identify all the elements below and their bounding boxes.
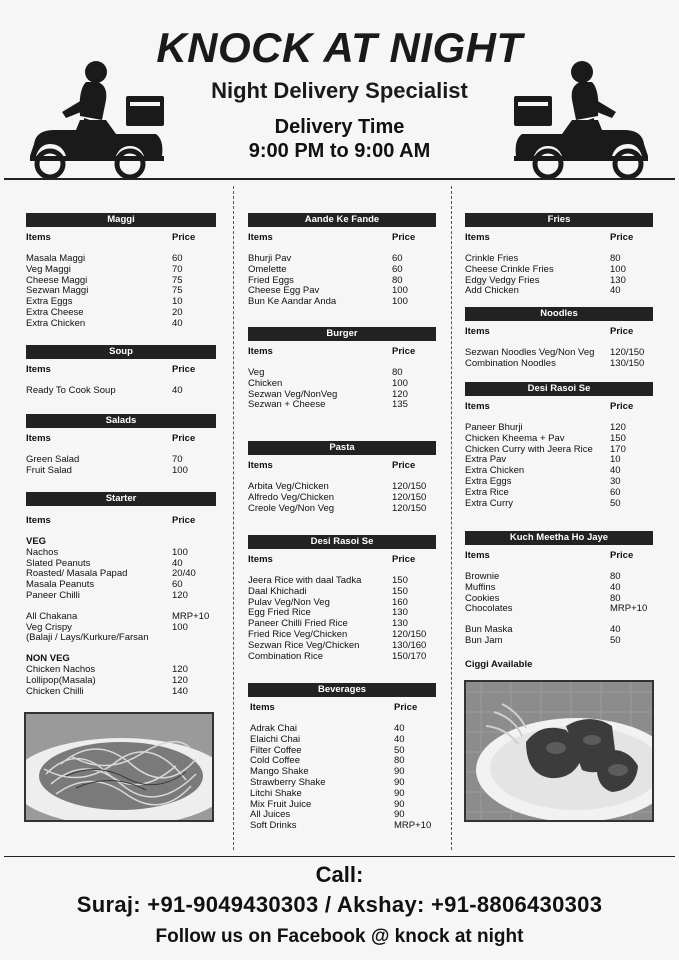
ciggi-available-note: Ciggi Available bbox=[465, 659, 533, 670]
column-divider bbox=[233, 186, 234, 850]
menu-item-name: Fruit Salad bbox=[26, 464, 72, 476]
menu-item-name: Fried Eggs bbox=[248, 274, 294, 286]
menu-item-name: Extra Chicken bbox=[26, 317, 86, 329]
section-title: Pasta bbox=[248, 441, 436, 455]
menu-item-price: 130 bbox=[610, 274, 626, 286]
price-heading: Price bbox=[610, 401, 634, 412]
menu-item-name: Add Chicken bbox=[465, 285, 519, 297]
item-list bbox=[465, 254, 653, 297]
price-heading: Price bbox=[610, 550, 634, 561]
column-headings bbox=[465, 551, 653, 563]
menu-item-row bbox=[26, 386, 216, 397]
section-title: Aande Ke Fande bbox=[248, 213, 436, 227]
footer-divider bbox=[4, 856, 675, 857]
menu-item-price: 150 bbox=[610, 432, 626, 444]
price-heading: Price bbox=[172, 364, 196, 375]
menu-item-name: Filter Coffee bbox=[250, 744, 302, 756]
section-title: Maggi bbox=[26, 213, 216, 227]
menu-item-name: Muffins bbox=[465, 581, 496, 593]
menu-item-price: 40 bbox=[172, 385, 183, 396]
price-heading: Price bbox=[392, 554, 416, 565]
items-heading: Items bbox=[248, 554, 273, 565]
column-headings bbox=[248, 233, 436, 245]
price-heading: Price bbox=[392, 460, 416, 471]
menu-item-price: MRP+10 bbox=[610, 603, 648, 615]
menu-item-row bbox=[248, 504, 436, 515]
menu-item-price: MRP+10 bbox=[394, 820, 432, 832]
column-headings bbox=[465, 402, 653, 414]
section-title: Salads bbox=[26, 414, 216, 428]
menu-item-name: Cheese Maggi bbox=[26, 274, 88, 286]
menu-item-price: 75 bbox=[172, 274, 183, 286]
items-heading: Items bbox=[465, 550, 490, 561]
section-aande-ke-fande bbox=[248, 213, 436, 308]
price-heading: Price bbox=[172, 232, 196, 243]
section-maggi bbox=[26, 213, 216, 330]
delivery-time-value: 9:00 PM to 9:00 AM bbox=[248, 140, 431, 162]
menu-item-name: Elaichi Chai bbox=[250, 733, 301, 745]
section-noodles bbox=[465, 307, 653, 370]
menu-item-name: (Balaji / Lays/Kurkure/Farsan bbox=[26, 632, 149, 644]
menu-item-price: 120/150 bbox=[392, 491, 427, 503]
nonveg-group-label: NON VEG bbox=[26, 653, 70, 665]
header-divider bbox=[4, 178, 675, 180]
header bbox=[0, 0, 679, 182]
items-heading: Items bbox=[248, 460, 273, 471]
menu-item-price: 80 bbox=[394, 755, 405, 767]
item-list bbox=[26, 665, 216, 697]
menu-item-name: Sezwan Noodles Veg/Non Veg bbox=[465, 347, 595, 358]
menu-item-price: 40 bbox=[610, 285, 621, 297]
menu-item-name: Edgy Vedgy Fries bbox=[465, 274, 540, 286]
menu-item-name: All Chakana bbox=[26, 610, 78, 622]
menu-item-price: 10 bbox=[172, 296, 183, 308]
menu-item-price: 120 bbox=[392, 388, 408, 400]
menu-item-name: Adrak Chai bbox=[250, 723, 297, 734]
menu-item-price: 130 bbox=[392, 607, 408, 619]
column-headings bbox=[248, 461, 436, 473]
tagline: Night Delivery Specialist bbox=[211, 78, 468, 103]
item-list bbox=[26, 612, 216, 644]
menu-item-price: 120/150 bbox=[392, 502, 427, 514]
menu-item-name: Nachos bbox=[26, 546, 59, 558]
menu-item-name: Sezwan Maggi bbox=[26, 285, 89, 297]
menu-item-name: Extra Rice bbox=[465, 486, 509, 498]
menu-item-name: Masala Maggi bbox=[26, 253, 86, 264]
menu-item-name: Bun Ke Aandar Anda bbox=[248, 296, 337, 308]
menu-item-name: Sezwan Veg/NonVeg bbox=[248, 388, 338, 400]
menu-item-name: Bhurji Pav bbox=[248, 253, 292, 264]
column-headings bbox=[465, 233, 653, 245]
menu-item-name: Extra Curry bbox=[465, 497, 514, 509]
menu-item-name: Daal Khichadi bbox=[248, 585, 307, 597]
price-heading: Price bbox=[392, 232, 416, 243]
item-list bbox=[26, 455, 216, 477]
menu-item-name: Brownie bbox=[465, 571, 500, 582]
items-heading: Items bbox=[248, 346, 273, 357]
menu-item-name: Paneer Chilli Fried Rice bbox=[248, 618, 348, 630]
section-title: Noodles bbox=[465, 307, 653, 321]
item-list bbox=[465, 625, 653, 647]
menu-item-name: Sezwan Rice Veg/Chicken bbox=[248, 639, 360, 651]
items-heading: Items bbox=[465, 401, 490, 412]
menu-item-price: 60 bbox=[172, 579, 183, 591]
menu-item-price: 90 bbox=[394, 798, 405, 810]
menu-item-name: Extra Eggs bbox=[465, 475, 512, 487]
section-title: Starter bbox=[26, 492, 216, 506]
menu-item-price: 90 bbox=[394, 809, 405, 821]
items-heading: Items bbox=[248, 232, 273, 243]
menu-item-price: 50 bbox=[394, 744, 405, 756]
menu-item-row bbox=[248, 297, 436, 308]
column-headings bbox=[26, 434, 216, 446]
item-list bbox=[248, 576, 436, 662]
items-heading: Items bbox=[26, 364, 51, 375]
menu-item-price: 60 bbox=[172, 253, 183, 264]
menu-item-name: Chicken Curry with Jeera Rice bbox=[465, 443, 593, 455]
menu-item-price: 50 bbox=[610, 497, 621, 509]
menu-item-name: Combination Noodles bbox=[465, 357, 556, 369]
menu-item-price: 40 bbox=[610, 465, 621, 477]
menu-item-name: Chicken Chilli bbox=[26, 685, 84, 697]
menu-item-row bbox=[250, 821, 436, 832]
menu-item-name: Bun Jam bbox=[465, 634, 503, 646]
menu-item-price: 100 bbox=[610, 263, 626, 275]
column-headings bbox=[26, 233, 216, 245]
menu-item-row bbox=[26, 466, 216, 477]
menu-item-name: Chicken Kheema + Pav bbox=[465, 432, 565, 444]
section-title: Beverages bbox=[248, 683, 436, 697]
section-salads bbox=[26, 414, 216, 477]
menu-item-price: 20/40 bbox=[172, 568, 196, 580]
call-label: Call: bbox=[315, 862, 364, 887]
menu-item-price: 70 bbox=[172, 263, 183, 275]
menu-item-name: Paneer Chilli bbox=[26, 589, 80, 601]
phone-numbers: Suraj: +91-9049430303 / Akshay: +91-8806430303 bbox=[76, 892, 603, 917]
menu-item-price: 120 bbox=[610, 422, 626, 433]
item-list bbox=[248, 254, 436, 308]
item-list bbox=[26, 386, 216, 397]
menu-item-name: All Juices bbox=[250, 809, 291, 821]
item-list bbox=[248, 368, 436, 411]
items-heading: Items bbox=[465, 232, 490, 243]
menu-item-name: Cold Coffee bbox=[250, 755, 300, 767]
menu-item-price: 160 bbox=[392, 596, 408, 608]
menu-item-price: 130/150 bbox=[610, 357, 645, 369]
menu-item-name: Paneer Bhurji bbox=[465, 422, 523, 433]
menu-item-price: 90 bbox=[394, 766, 405, 778]
menu-item-price: 100 bbox=[392, 296, 408, 308]
menu-item-name: Litchi Shake bbox=[250, 787, 302, 799]
menu-item-price: 130 bbox=[392, 618, 408, 630]
item-list bbox=[465, 348, 653, 370]
delivery-time-label: Delivery Time bbox=[274, 116, 405, 138]
section-desi-rasoi-se-2 bbox=[465, 382, 653, 509]
menu-item-price: 120 bbox=[172, 589, 188, 601]
menu-item-price: 130/160 bbox=[392, 639, 427, 651]
section-starter bbox=[26, 492, 216, 697]
menu-item-price: 60 bbox=[392, 263, 403, 275]
menu-item-name: Veg Maggi bbox=[26, 263, 71, 275]
delivery-scooter-icon bbox=[512, 60, 652, 182]
item-list bbox=[248, 482, 436, 514]
menu-item-row bbox=[26, 687, 216, 698]
column-headings bbox=[248, 347, 436, 359]
column-divider bbox=[451, 186, 452, 850]
menu-item-price: 100 bbox=[392, 377, 408, 389]
menu-item-row bbox=[248, 652, 436, 663]
menu-item-price: 20 bbox=[172, 306, 183, 318]
items-heading: Items bbox=[250, 702, 275, 713]
menu-item-row bbox=[465, 636, 653, 647]
menu-item-price: 80 bbox=[392, 274, 403, 286]
menu-item-row bbox=[465, 499, 653, 510]
section-desi-rasoi-se bbox=[248, 535, 436, 662]
brand-title: KNOCK AT NIGHT bbox=[156, 24, 523, 71]
menu-item-name: Combination Rice bbox=[248, 650, 323, 662]
menu-item-price: 120/150 bbox=[392, 628, 427, 640]
menu-item-name: Cookies bbox=[465, 592, 500, 604]
menu-item-price: 100 bbox=[172, 464, 188, 476]
menu-item-name: Strawberry Shake bbox=[250, 776, 326, 788]
section-soup bbox=[26, 345, 216, 397]
item-list bbox=[250, 724, 436, 832]
price-heading: Price bbox=[610, 232, 634, 243]
menu-item-name: Slated Peanuts bbox=[26, 557, 91, 569]
menu-item-price: 80 bbox=[610, 592, 621, 604]
menu-item-price: 100 bbox=[172, 621, 188, 633]
menu-item-name: Sezwan + Cheese bbox=[248, 399, 326, 411]
menu-item-price: MRP+10 bbox=[172, 610, 210, 622]
menu-item-price: 40 bbox=[172, 317, 183, 329]
menu-item-price: 90 bbox=[394, 776, 405, 788]
menu-item-row bbox=[465, 604, 653, 615]
menu-item-name: Omelette bbox=[248, 263, 287, 275]
menu-item-name: Arbita Veg/Chicken bbox=[248, 481, 329, 492]
menu-item-price: 40 bbox=[394, 723, 405, 734]
menu-item-name: Ready To Cook Soup bbox=[26, 385, 116, 396]
menu-item-price: 150/170 bbox=[392, 650, 427, 662]
menu-item-price: 60 bbox=[610, 486, 621, 498]
menu-item-name: Lollipop(Masala) bbox=[26, 674, 96, 686]
menu-item-name: Extra Chicken bbox=[465, 465, 525, 477]
item-list bbox=[465, 423, 653, 509]
menu-item-name: Soft Drinks bbox=[250, 820, 297, 832]
menu-item-name: Veg Crispy bbox=[26, 621, 72, 633]
menu-item-price: 60 bbox=[392, 253, 403, 264]
noodles-photo bbox=[24, 712, 214, 822]
menu-item-price: 40 bbox=[610, 624, 621, 636]
item-list bbox=[26, 254, 216, 330]
menu-item-price: 140 bbox=[172, 685, 188, 697]
column-headings bbox=[26, 365, 216, 377]
menu-item-name: Chocolates bbox=[465, 603, 513, 615]
menu-item-name: Extra Cheese bbox=[26, 306, 84, 318]
menu-item-row bbox=[26, 591, 216, 602]
section-burger bbox=[248, 327, 436, 411]
menu-item-price: 120 bbox=[172, 663, 188, 675]
menu-item-price: 10 bbox=[610, 454, 621, 466]
menu-item-row bbox=[248, 400, 436, 411]
menu-item-price: 40 bbox=[172, 557, 183, 569]
menu-item-price: 170 bbox=[610, 443, 626, 455]
menu-item-name: Egg Fried Rice bbox=[248, 607, 311, 619]
item-list bbox=[465, 572, 653, 615]
section-title: Kuch Meetha Ho Jaye bbox=[465, 531, 653, 545]
menu-item-price: 150 bbox=[392, 585, 408, 597]
menu-item-price: 135 bbox=[392, 399, 408, 411]
menu-item-name: Chicken Nachos bbox=[26, 663, 96, 675]
menu-item-name: Cheese Crinkle Fries bbox=[465, 263, 554, 275]
menu-item-price: 80 bbox=[392, 367, 403, 378]
menu-item-name: Alfredo Veg/Chicken bbox=[248, 491, 335, 503]
menu-item-price: 80 bbox=[610, 571, 621, 582]
menu-item-name: Cheese Egg Pav bbox=[248, 285, 320, 297]
price-heading: Price bbox=[610, 326, 634, 337]
menu-item-price: 70 bbox=[172, 454, 183, 465]
items-heading: Items bbox=[26, 232, 51, 243]
menu-item-price: 40 bbox=[394, 733, 405, 745]
menu-item-name: Extra Pav bbox=[465, 454, 507, 466]
menu-item-price: 50 bbox=[610, 634, 621, 646]
item-list bbox=[26, 548, 216, 602]
column-headings bbox=[248, 555, 436, 567]
menu-item-name: Extra Eggs bbox=[26, 296, 73, 308]
menu-item-name: Green Salad bbox=[26, 454, 80, 465]
price-heading: Price bbox=[172, 515, 196, 526]
section-pasta bbox=[248, 441, 436, 514]
menu-item-price: 90 bbox=[394, 787, 405, 799]
menu-item-name: Bun Maska bbox=[465, 624, 513, 636]
menu-item-price: 150 bbox=[392, 575, 408, 586]
section-title: Soup bbox=[26, 345, 216, 359]
items-heading: Items bbox=[26, 515, 51, 526]
column-headings bbox=[465, 327, 653, 339]
menu-item-name: Mango Shake bbox=[250, 766, 309, 778]
menu-item-name: Fried Rice Veg/Chicken bbox=[248, 628, 348, 640]
section-kuch-meetha bbox=[465, 531, 653, 647]
menu-item-name: Masala Peanuts bbox=[26, 579, 95, 591]
facebook-handle: Follow us on Facebook @ knock at night bbox=[155, 926, 524, 947]
section-beverages bbox=[248, 683, 436, 832]
menu-item-name: Roasted/ Masala Papad bbox=[26, 568, 128, 580]
section-fries bbox=[465, 213, 653, 297]
menu-item-row bbox=[26, 319, 216, 330]
menu-item-row bbox=[465, 359, 653, 370]
price-heading: Price bbox=[394, 702, 418, 713]
menu-item-name: Mix Fruit Juice bbox=[250, 798, 312, 810]
section-title: Fries bbox=[465, 213, 653, 227]
menu-item-price: 75 bbox=[172, 285, 183, 297]
section-title: Desi Rasoi Se bbox=[248, 535, 436, 549]
menu-item-name: Pulav Veg/Non Veg bbox=[248, 596, 330, 608]
menu-item-price: 30 bbox=[610, 475, 621, 487]
menu-item-price: 120/150 bbox=[392, 481, 427, 492]
menu-item-price: 100 bbox=[392, 285, 408, 297]
menu-item-price: 40 bbox=[610, 581, 621, 593]
items-heading: Items bbox=[465, 326, 490, 337]
veg-group-label: VEG bbox=[26, 536, 47, 547]
menu-item-name: Chicken bbox=[248, 377, 283, 389]
price-heading: Price bbox=[392, 346, 416, 357]
menu-item-name: Creole Veg/Non Veg bbox=[248, 502, 335, 514]
menu-item-price: 120 bbox=[172, 674, 188, 686]
menu-item-price: 100 bbox=[172, 546, 188, 558]
menu-item-name: Veg bbox=[248, 367, 265, 378]
items-heading: Items bbox=[26, 433, 51, 444]
column-headings bbox=[248, 703, 436, 715]
section-title: Burger bbox=[248, 327, 436, 341]
price-heading: Price bbox=[172, 433, 196, 444]
menu-item-price: 80 bbox=[610, 253, 621, 264]
column-headings bbox=[26, 516, 216, 528]
section-title: Desi Rasoi Se bbox=[465, 382, 653, 396]
menu-item-name: Crinkle Fries bbox=[465, 253, 519, 264]
menu-item-price: 120/150 bbox=[610, 347, 645, 358]
menu-item-row bbox=[465, 286, 653, 297]
grilled-chicken-photo bbox=[464, 680, 654, 822]
menu-item-name: Jeera Rice with daal Tadka bbox=[248, 575, 362, 586]
menu-item-row bbox=[26, 633, 216, 644]
